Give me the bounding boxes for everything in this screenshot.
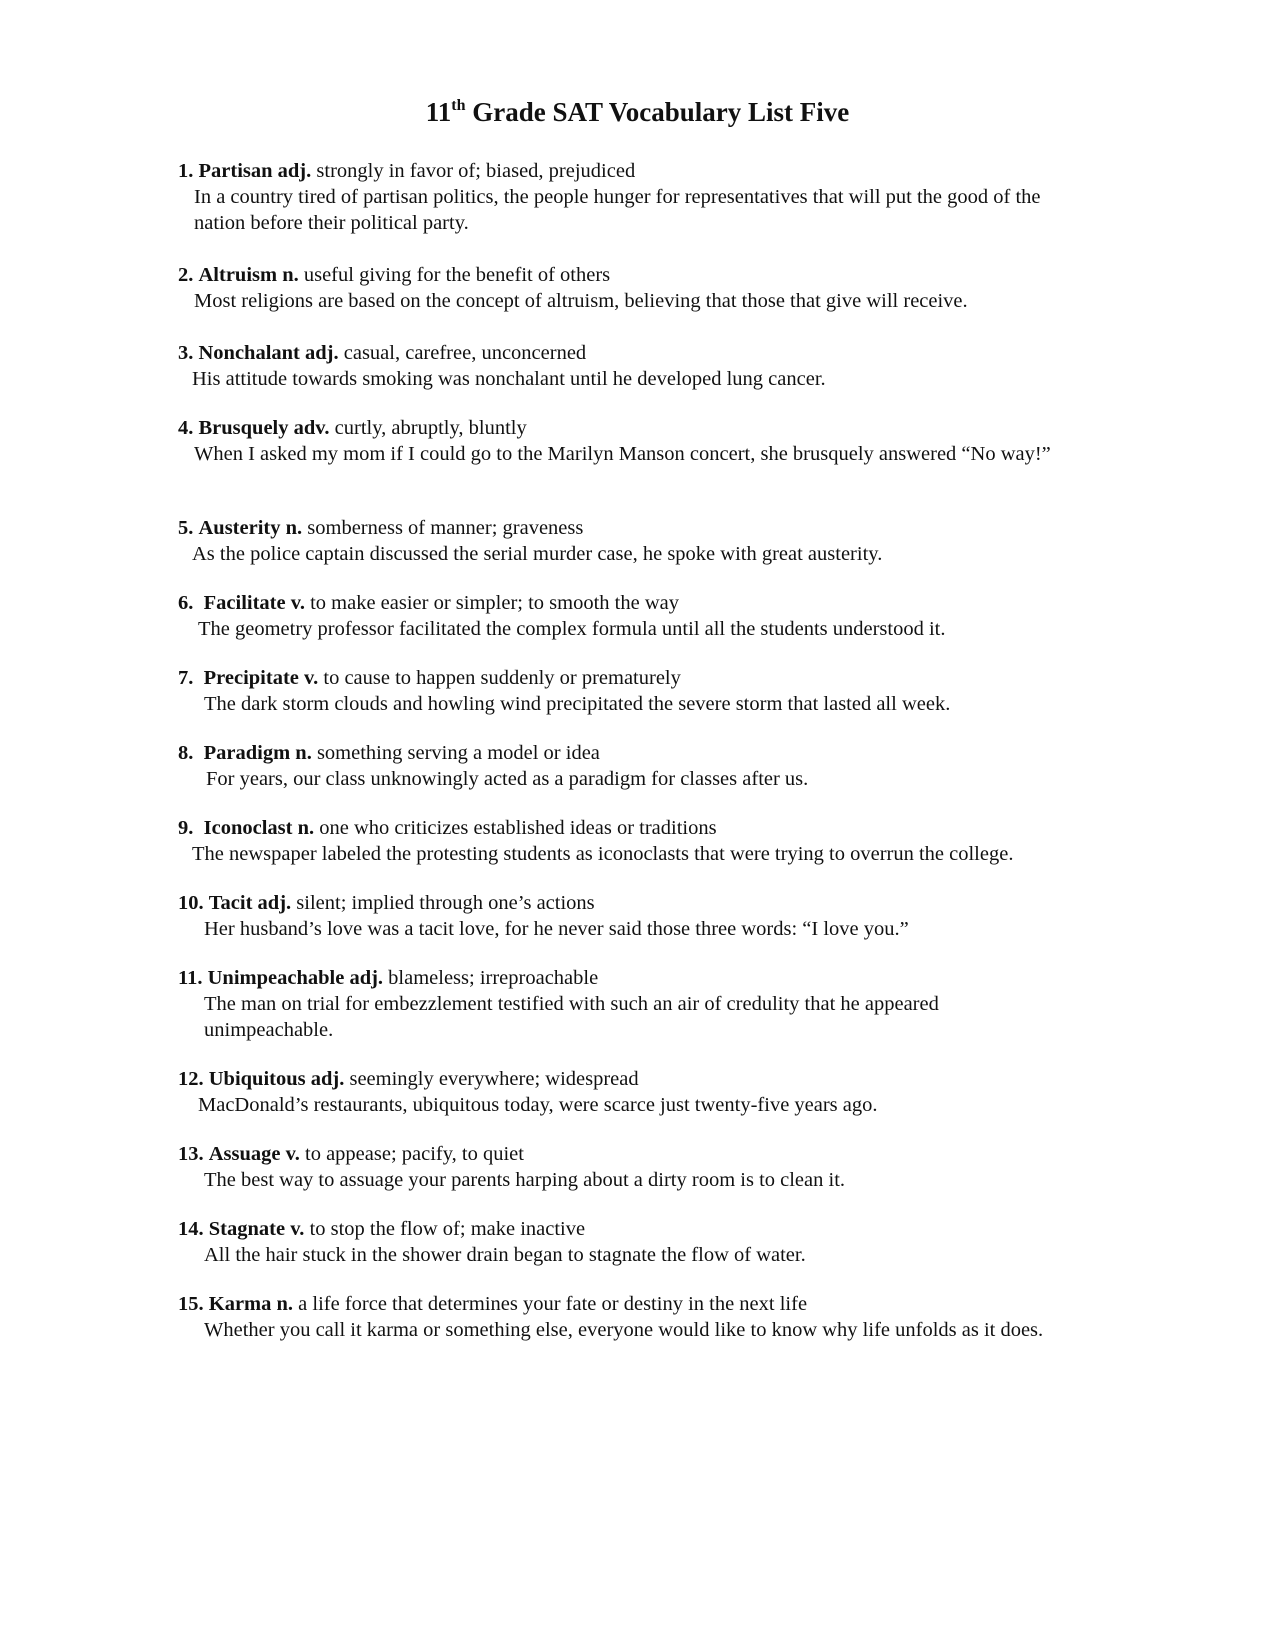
entry-headline: [178, 515, 1178, 541]
entry-headline: [178, 665, 1178, 691]
entry-part-of-speech: n.: [285, 517, 303, 539]
vocabulary-entry: [178, 965, 1178, 1043]
vocabulary-entry: [178, 1066, 1178, 1118]
entry-word: Assuage: [208, 1143, 281, 1165]
entry-headline: [178, 815, 1178, 841]
entry-part-of-speech: n.: [282, 264, 299, 286]
entry-definition: seemingly everywhere; widespread: [349, 1068, 639, 1090]
title-number: 11: [425, 97, 452, 127]
entry-part-of-speech: n.: [297, 817, 315, 839]
entry-definition: something serving a model or idea: [316, 742, 600, 764]
entry-word: Paradigm: [203, 742, 291, 764]
page-title: [0, 96, 1275, 128]
entry-part-of-speech: v.: [290, 1218, 305, 1240]
entry-number: 3.: [178, 342, 194, 364]
vocabulary-entry: [178, 515, 1178, 567]
vocabulary-entry: [178, 740, 1178, 792]
entry-number: 1.: [178, 160, 194, 182]
entry-part-of-speech: v.: [285, 1143, 300, 1165]
entry-example-sentence: The newspaper labeled the protesting students as iconoclasts that were trying to overrun the college.: [192, 843, 1014, 865]
entry-part-of-speech: v.: [304, 667, 319, 689]
entry-definition: to stop the flow of; make inactive: [309, 1218, 586, 1240]
vocabulary-entry: [178, 590, 1178, 642]
entry-number: 14.: [178, 1218, 204, 1240]
entry-example-sentence: Whether you call it karma or something else, everyone would like to know why life unfolds as it does.: [204, 1319, 1044, 1341]
entry-part-of-speech: n.: [295, 742, 312, 764]
entry-number: 15.: [178, 1293, 204, 1315]
entry-word: Iconoclast: [203, 817, 293, 839]
entry-part-of-speech: adj.: [305, 342, 339, 364]
entry-word: Tacit: [208, 892, 253, 914]
entry-word: Karma: [208, 1293, 272, 1315]
vocabulary-entry: [178, 1141, 1178, 1193]
entry-part-of-speech: adj.: [349, 967, 384, 989]
entry-definition: strongly in favor of; biased, prejudiced: [316, 160, 636, 182]
entry-word: Unimpeachable: [207, 967, 345, 989]
entry-example-sentence: Most religions are based on the concept of altruism, believing that those that give will receive.: [194, 290, 968, 312]
entry-example-sentence: As the police captain discussed the serial murder case, he spoke with great austerity.: [192, 543, 883, 565]
entry-number: 12.: [178, 1068, 204, 1090]
entry-headline: [178, 158, 1178, 184]
entry-number: 2.: [178, 264, 194, 286]
vocabulary-entry: [178, 415, 1178, 467]
entry-definition: blameless; irreproachable: [388, 967, 599, 989]
entry-word: Austerity: [198, 517, 281, 539]
entry-number: 9.: [178, 817, 194, 839]
entry-definition: to cause to happen suddenly or prematurely: [323, 667, 681, 689]
entry-part-of-speech: adj.: [277, 160, 312, 182]
entry-word: Partisan: [198, 160, 273, 182]
entry-number: 7.: [178, 667, 194, 689]
vocabulary-entry: [178, 158, 1178, 236]
entry-part-of-speech: adj.: [257, 892, 292, 914]
entry-number: 4.: [178, 417, 194, 439]
entry-example-sentence: When I asked my mom if I could go to the Marilyn Manson concert, she brusquely answered “No way!”: [194, 443, 1051, 465]
vocabulary-entry: [178, 890, 1178, 942]
entry-word: Altruism: [198, 264, 278, 286]
entry-definition: useful giving for the benefit of others: [303, 264, 611, 286]
entry-definition: silent; implied through one’s actions: [296, 892, 595, 914]
entry-headline: [178, 1141, 1178, 1167]
entry-definition: curtly, abruptly, bluntly: [334, 417, 527, 439]
entry-part-of-speech: v.: [290, 592, 305, 614]
vocabulary-entry: [178, 340, 1178, 392]
entry-headline: [178, 890, 1178, 916]
entry-headline: [178, 1216, 1178, 1242]
entry-example-sentence: In a country tired of partisan politics, the people hunger for representatives that will put the good of the nation before their political party.: [194, 186, 1041, 234]
title-text: Grade SAT Vocabulary List Five: [465, 97, 850, 127]
entry-number: 11.: [178, 967, 203, 989]
entry-definition: casual, carefree, unconcerned: [343, 342, 587, 364]
entry-headline: [178, 340, 1178, 366]
entry-example-sentence: For years, our class unknowingly acted as a paradigm for classes after us.: [206, 768, 809, 790]
entry-example-sentence: MacDonald’s restaurants, ubiquitous today, were scarce just twenty-five years ago.: [198, 1094, 878, 1116]
entry-word: Nonchalant: [198, 342, 300, 364]
entry-example-sentence: The geometry professor facilitated the complex formula until all the students understood it.: [198, 618, 946, 640]
entry-headline: [178, 740, 1178, 766]
entry-number: 10.: [178, 892, 204, 914]
entry-definition: to appease; pacify, to quiet: [305, 1143, 524, 1165]
entry-example-sentence: The dark storm clouds and howling wind precipitated the severe storm that lasted all week.: [204, 693, 951, 715]
entry-headline: [178, 415, 1178, 441]
entry-example-sentence: Her husband’s love was a tacit love, for he never said those three words: “I love you.”: [204, 918, 909, 940]
entry-example-sentence: His attitude towards smoking was nonchalant until he developed lung cancer.: [192, 368, 826, 390]
entry-number: 5.: [178, 517, 194, 539]
vocabulary-entry: [178, 1291, 1178, 1343]
entry-word: Stagnate: [208, 1218, 286, 1240]
vocabulary-entry: [178, 262, 1178, 314]
entry-part-of-speech: adv.: [293, 417, 330, 439]
entry-definition: one who criticizes established ideas or traditions: [319, 817, 717, 839]
entry-headline: [178, 1066, 1178, 1092]
title-ordinal-suffix: th: [451, 97, 466, 114]
vocabulary-entry: [178, 1216, 1178, 1268]
entry-headline: [178, 1291, 1178, 1317]
entry-word: Ubiquitous: [208, 1068, 306, 1090]
entry-part-of-speech: n.: [276, 1293, 294, 1315]
entry-number: 8.: [178, 742, 194, 764]
vocabulary-entry: [178, 815, 1178, 867]
entry-word: Brusquely: [198, 417, 289, 439]
entry-definition: somberness of manner; graveness: [307, 517, 584, 539]
entry-number: 6.: [178, 592, 194, 614]
entry-headline: [178, 262, 1178, 288]
entry-headline: [178, 590, 1178, 616]
entry-word: Facilitate: [203, 592, 286, 614]
entry-example-sentence: The best way to assuage your parents harping about a dirty room is to clean it.: [204, 1169, 846, 1191]
entry-word: Precipitate: [203, 667, 299, 689]
vocabulary-entry: [178, 665, 1178, 717]
entry-example-sentence: All the hair stuck in the shower drain began to stagnate the flow of water.: [204, 1244, 806, 1266]
entry-headline: [178, 965, 1178, 991]
entry-example-sentence: The man on trial for embezzlement testified with such an air of credulity that he appeared unimpeachable.: [204, 993, 939, 1041]
entry-definition: a life force that determines your fate or destiny in the next life: [298, 1293, 808, 1315]
entry-number: 13.: [178, 1143, 204, 1165]
entry-definition: to make easier or simpler; to smooth the way: [310, 592, 680, 614]
entry-part-of-speech: adj.: [310, 1068, 345, 1090]
